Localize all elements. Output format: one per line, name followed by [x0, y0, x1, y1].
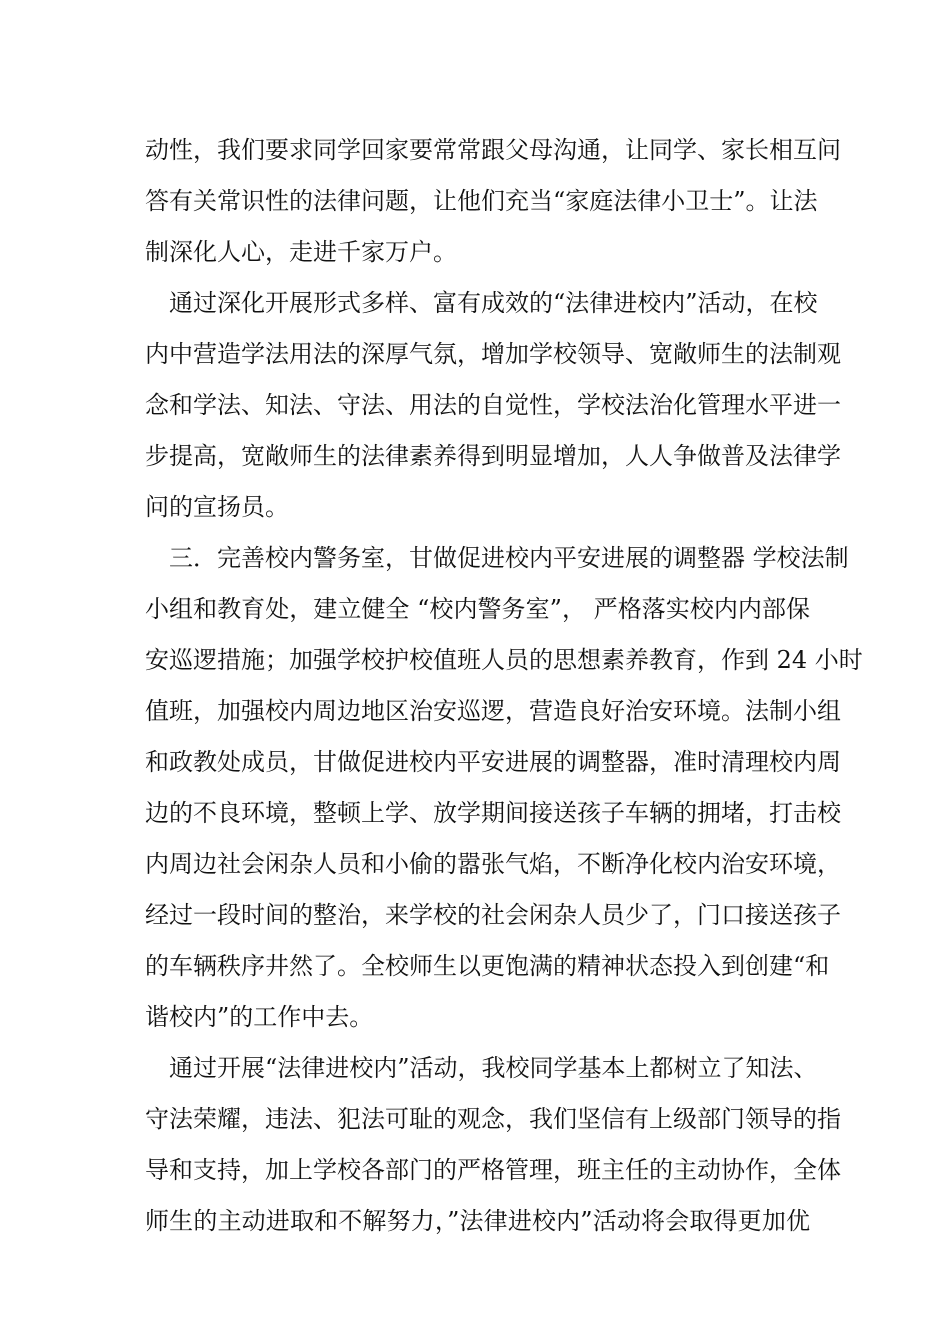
text-line: 内周边社会闲杂人员和小偷的嚣张气焰，不断净化校内治安环境，: [145, 850, 841, 878]
text-line: 动性，我们要求同学回家要常常跟父母沟通，让同学、家长相互问: [145, 136, 841, 164]
text-line: 安巡逻措施；加强学校护校值班人员的思想素养教育，作到 24 小时: [145, 646, 863, 674]
text-line: 师生的主动进取和不解努力，”法律进校内”活动将会取得更加优: [145, 1207, 810, 1235]
section-heading-line: 三．完善校内警务室，甘做促进校内平安进展的调整器 学校法制: [169, 544, 849, 572]
text-line: 的车辆秩序井然了。全校师生以更饱满的精神状态投入到创建“和: [145, 952, 830, 980]
text-line: 步提高，宽敞师生的法律素养得到明显增加，人人争做普及法律学: [145, 442, 841, 470]
text-line: 经过一段时间的整治，来学校的社会闲杂人员少了，门口接送孩子: [145, 901, 841, 929]
text-line: 小组和教育处，建立健全 “校内警务室”， 严格落实校内内部保: [145, 595, 810, 623]
text-line: 值班，加强校内周边地区治安巡逻，营造良好治安环境。法制小组: [145, 697, 841, 725]
text-line: 问的宣扬员。: [145, 493, 289, 521]
text-line: 念和学法、知法、守法、用法的自觉性，学校法治化管理水平进一: [145, 391, 841, 419]
text-line: 和政教处成员，甘做促进校内平安进展的调整器，准时清理校内周: [145, 748, 841, 776]
text-line: 内中营造学法用法的深厚气氛，增加学校领导、宽敞师生的法制观: [145, 340, 841, 368]
paragraph-start-line: 通过深化开展形式多样、富有成效的“法律进校内”活动，在校: [169, 289, 818, 317]
text-line: 制深化人心，走进千家万户。: [145, 238, 457, 266]
text-line: 导和支持，加上学校各部门的严格管理，班主任的主动协作，全体: [145, 1156, 841, 1184]
text-line: 答有关常识性的法律问题，让他们充当“家庭法律小卫士”。让法: [145, 187, 818, 215]
text-line: 谐校内”的工作中去。: [145, 1003, 374, 1031]
text-line: 守法荣耀，违法、犯法可耻的观念，我们坚信有上级部门领导的指: [145, 1105, 841, 1133]
body-text: [145, 125, 863, 1247]
paragraph-start-line: 通过开展“法律进校内”活动，我校同学基本上都树立了知法、: [169, 1054, 818, 1082]
text-line: 边的不良环境，整顿上学、放学期间接送孩子车辆的拥堵，打击校: [145, 799, 841, 827]
